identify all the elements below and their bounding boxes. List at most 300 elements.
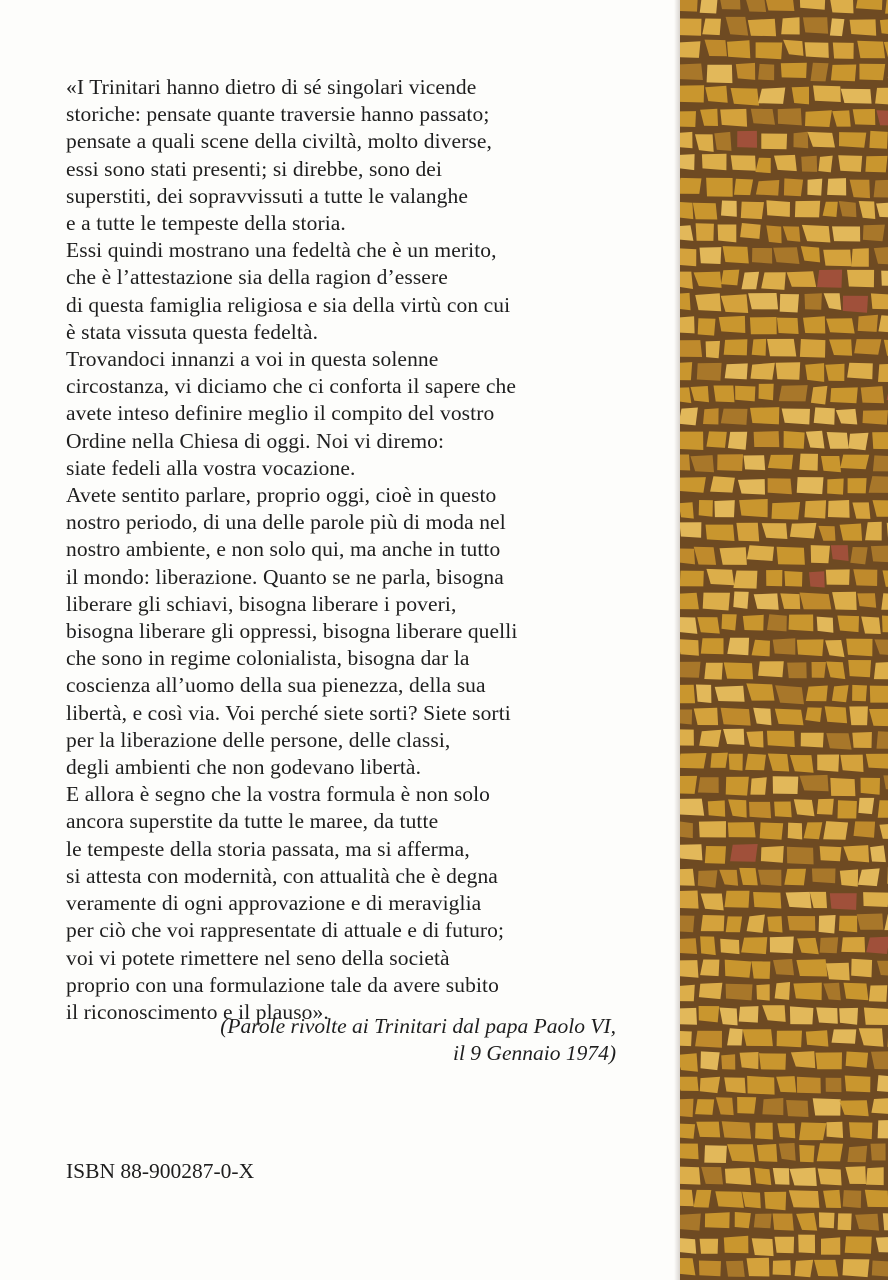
mosaic-tile [720,547,747,565]
mosaic-tile [817,799,834,815]
mosaic-tile [767,731,795,747]
mosaic-tile [739,499,768,517]
quote-line: coscienza all’uomo della sua pienezza, della sua [66,673,486,698]
mosaic-tile [762,523,788,539]
mosaic-tile [704,663,723,680]
mosaic-tile [830,893,857,910]
mosaic-tile [833,43,854,59]
mosaic-tile [680,455,690,471]
mosaic-tile [869,985,887,1002]
mosaic-tile [821,456,841,472]
mosaic-tile [680,1124,695,1139]
mosaic-tile [691,386,710,402]
mosaic-tile [706,341,720,358]
mosaic-tile [874,247,888,265]
mosaic-tile [720,1008,738,1026]
mosaic-tile [680,202,693,219]
mosaic-tile [870,845,886,862]
mosaic-tile [795,201,820,218]
mosaic-tile [773,1260,791,1275]
quote-line: per la liberazione delle persone, delle classi, [66,727,451,752]
mosaic-tile [837,616,859,633]
mosaic-tile [746,683,774,700]
mosaic-tile [752,248,772,264]
mosaic-tile [680,477,706,493]
mosaic-tile [790,1006,814,1024]
mosaic-tile [727,40,750,58]
quote-line: «I Trinitari hanno dietro di sé singolari vicende [66,75,477,99]
mosaic-tile [883,570,888,588]
mosaic-tile [721,270,739,286]
mosaic-tile [866,754,888,769]
mosaic-tile [753,892,781,909]
mosaic-tile [797,477,824,494]
mosaic-tile [871,293,888,309]
mosaic-tile [789,1190,820,1208]
mosaic-tile [747,915,765,933]
attribution-line-2: il 9 Gennaio 1974) [452,1041,616,1066]
mosaic-tile [700,1077,720,1093]
mosaic-tile [762,1005,786,1022]
mosaic-tile [800,339,826,358]
mosaic-tile [740,223,761,239]
mosaic-tile [775,982,791,1000]
mosaic-tile [680,154,695,170]
mosaic-tile [722,1121,751,1138]
mosaic-tile [714,132,731,151]
mosaic-tile [680,316,695,333]
mosaic-tile [839,1100,868,1116]
mosaic-tile [857,41,885,58]
mosaic-tile [705,40,728,57]
mosaic-tile [857,914,884,930]
mosaic-tile [865,156,887,173]
mosaic-tile [801,733,824,748]
quote-line: è stata vissuta questa fedeltà. [66,319,319,344]
mosaic-tile [781,63,807,78]
mosaic-tile [843,296,868,313]
mosaic-tile [737,1097,756,1114]
mosaic-tile [680,891,699,909]
mosaic-tile [706,178,733,197]
mosaic-tile [768,478,792,494]
quote-line: E allora è segno che la vostra formula è non solo [66,782,491,807]
mosaic-tile [823,250,851,267]
mosaic-tile [775,709,804,726]
mosaic-tile [743,615,764,631]
mosaic-tile [825,640,844,657]
mosaic-tile [699,500,713,517]
mosaic-tile [823,983,841,1001]
mosaic-tile [727,1028,743,1045]
mosaic-tile [799,1122,826,1140]
mosaic-tile [739,1006,759,1023]
mosaic-tile [840,869,858,886]
mosaic-tile [807,179,822,196]
mosaic-tile [726,984,753,1001]
mosaic-tile [755,1123,773,1140]
mosaic-tile [809,571,825,587]
mosaic-tile [827,178,846,195]
mosaic-tile [880,19,888,35]
mosaic-tile [818,1168,842,1185]
mosaic-tile [680,132,693,148]
mosaic-tile [783,40,803,56]
mosaic-tile [852,502,870,519]
mosaic-tiles [680,0,888,1280]
mosaic-tile [823,202,838,217]
mosaic-tile [680,985,695,1001]
mosaic-tile [784,178,803,196]
mosaic-tile [861,386,884,403]
mosaic-tile [802,225,831,243]
mosaic-tile [738,479,765,495]
mosaic-tile [797,938,819,954]
mosaic-tile [876,1237,888,1253]
mosaic-tile [680,1008,697,1025]
quote-line: il mondo: liberazione. Quanto se ne parla, bisogna [66,564,504,589]
mosaic-tile [748,19,776,37]
quote-line: superstiti, dei sopravvissuti a tutte le valanghe [66,183,468,208]
mosaic-tile [680,753,707,769]
mosaic-tile [743,1029,773,1046]
mosaic-tile [680,111,696,127]
mosaic-tile [832,110,851,126]
mosaic-tile [811,386,828,405]
mosaic-tile [773,1168,790,1185]
mosaic-tile [699,821,726,837]
mosaic-tile [793,983,821,1001]
mosaic-tile [795,1260,814,1278]
mosaic-tile [680,662,701,678]
mosaic-tile [820,937,839,953]
mosaic-tile [773,638,796,654]
mosaic-tile [715,686,745,702]
mosaic-tile [846,1052,869,1068]
mosaic-tile [736,523,759,542]
mosaic-tile [725,891,750,908]
mosaic-tile [706,569,734,585]
mosaic-tile [723,246,749,263]
mosaic-tile [714,386,735,403]
mosaic-tile [680,178,702,194]
mosaic-tile [854,821,876,837]
mosaic-tile [780,294,799,313]
mosaic-tile [727,638,749,656]
mosaic-tile [775,1237,795,1254]
mosaic-tile [839,1008,858,1025]
mosaic-tile [680,432,703,450]
mosaic-tile [680,340,702,357]
mosaic-tile [814,407,835,424]
mosaic-tile [841,89,872,104]
mosaic-tile [797,639,824,656]
mosaic-tile [810,892,827,908]
mosaic-tile [680,548,695,564]
mosaic-tile [680,85,704,102]
mosaic-tile [859,201,876,219]
mosaic-tile [741,937,767,954]
mosaic-tile [772,502,801,520]
mosaic-tile [767,614,787,631]
mosaic-tile [695,134,714,152]
mosaic-tile [843,1259,870,1277]
mosaic-tile [700,0,718,14]
quote-line: nostro periodo, di una delle parole più di moda nel [66,510,506,535]
mosaic-tile [884,914,888,930]
mosaic-tile [849,1122,872,1139]
mosaic-tile [721,201,737,217]
quote-line: nostro ambiente, e non solo qui, ma anche in tutto [66,537,501,562]
mosaic-tile [704,1145,727,1163]
mosaic-tile [773,247,799,264]
mosaic-tile [871,1098,888,1115]
mosaic-tile [680,522,701,537]
mosaic-tile [866,937,888,954]
mosaic-tile [854,339,881,355]
mosaic-tile [680,1214,701,1231]
mosaic-tile [856,0,883,10]
mosaic-tile [765,0,795,11]
mosaic-tile [723,729,744,745]
mosaic-tile [680,1031,692,1046]
quote-line: siate fedeli alla vostra vocazione. [66,455,356,480]
mosaic-tile [787,662,807,678]
mosaic-tile [863,410,888,425]
mosaic-tile [758,661,784,677]
mosaic-tile [735,386,755,402]
mosaic-tile [869,131,887,149]
mosaic-tile [753,708,771,725]
mosaic-tile [700,109,718,126]
mosaic-tile [878,800,888,818]
mosaic-tile [820,846,842,861]
mosaic-tile [726,1261,745,1277]
mosaic-tile [726,17,749,36]
mosaic-tile [719,0,740,10]
mosaic-tile [719,316,746,333]
mosaic-tile [752,1238,774,1256]
mosaic-tile [811,63,829,82]
mosaic-tile [823,1190,841,1208]
mosaic-tile [826,963,850,981]
quote-line: di questa famiglia religiosa e sia della virtù con cui [66,292,511,317]
mosaic-tile [831,65,856,82]
mosaic-tile [721,409,748,425]
mosaic-tile [745,754,766,771]
mosaic-tile [832,592,857,610]
mosaic-tile [821,1237,840,1254]
mosaic-tile [726,777,749,796]
mosaic-tile [841,937,865,952]
mosaic-tile [872,432,888,449]
mosaic-tile [708,800,725,816]
mosaic-tile [875,88,888,106]
mosaic-tile [857,593,876,608]
mosaic-tile [720,109,747,127]
mosaic-tile [791,1051,815,1068]
mosaic-tile [804,822,823,839]
mosaic-tile [730,844,758,862]
mosaic-tile [878,315,888,333]
mosaic-tile [731,88,760,106]
mosaic-tile [724,662,753,679]
mosaic-tile [794,799,815,816]
mosaic-tile [754,431,780,447]
mosaic-tile [877,731,888,749]
mosaic-tile [768,754,789,772]
mosaic-tile [818,156,832,173]
mosaic-tile [853,109,876,125]
mosaic-tile [816,1007,838,1023]
mosaic-tile [783,226,801,241]
mosaic-tile [680,248,696,266]
mosaic-tile [701,915,725,931]
mosaic-tile [693,203,718,220]
mosaic-tile [826,318,855,333]
mosaic-tile [826,733,851,750]
mosaic-tile [870,686,888,703]
mosaic-tile [701,638,724,654]
mosaic-tile [760,822,784,839]
mosaic-tile [787,916,815,931]
mosaic-tile [850,180,870,199]
mosaic-tile [845,1236,872,1253]
mosaic-tile [680,776,697,794]
mosaic-tile [866,1167,884,1185]
mosaic-tile [840,755,863,772]
mosaic-tile [680,362,692,380]
mosaic-tile [827,1122,844,1138]
mosaic-tile [744,455,766,470]
mosaic-border-image [680,0,888,1280]
mosaic-tile [817,270,842,288]
mosaic-tile [849,706,868,725]
mosaic-tile [759,384,774,401]
mosaic-tile [871,545,888,562]
mosaic-tile [883,1213,888,1232]
mosaic-tile [831,545,849,561]
mosaic-tile [858,315,878,332]
quote-line: che sono in regime colonialista, bisogna dar la [66,646,470,671]
quote-line: Trovandoci innanzi a voi in questa solenne [66,347,439,372]
mosaic-tile [776,362,801,379]
mosaic-tile [865,1190,888,1207]
mosaic-tile [680,938,697,954]
mosaic-tile [828,500,850,518]
mosaic-tile [747,1258,770,1277]
mosaic-tile [696,223,714,241]
mosaic-tile [861,778,881,795]
mosaic-tile [879,823,888,839]
mosaic-tile [710,753,728,768]
mosaic-tile [788,823,803,840]
mosaic-tile [680,960,699,978]
mosaic-tile [826,569,850,585]
mosaic-tile [790,755,814,773]
mosaic-tile [770,937,794,954]
mosaic-tile [855,1214,879,1231]
mosaic-tile [761,272,786,290]
mosaic-tile [750,407,779,424]
mosaic-tile [844,983,869,1001]
mosaic-tile [697,363,722,381]
mosaic-tile [680,0,698,12]
mosaic-tile [830,18,845,36]
mosaic-tile [832,226,860,241]
quote-line: avete inteso definire meglio il compito del vostro [66,401,495,426]
mosaic-tile [716,1097,734,1115]
attribution [116,1013,616,1067]
mosaic-tile [845,1166,866,1184]
mosaic-tile [786,892,812,908]
isbn-number: ISBN 88-900287-0-X [66,1159,255,1183]
mosaic-tile [775,685,804,704]
mosaic-tile [705,1212,730,1228]
mosaic-tile [871,1144,886,1161]
mosaic-tile [787,847,814,865]
mosaic-tile [728,432,747,450]
mosaic-tile [768,455,793,470]
quote-line: circostanza, vi diciamo che ci conforta il sapere che [66,374,517,399]
mosaic-tile [784,431,805,449]
mosaic-tile [722,614,737,630]
mosaic-tile [877,1075,888,1092]
mosaic-tile [805,110,832,127]
mosaic-tile [794,132,809,148]
mosaic-tile [680,19,702,36]
mosaic-tile [761,134,787,150]
mosaic-tile [773,776,799,794]
mosaic-tile [786,1100,808,1117]
quote-line: degli ambienti che non godevano libertà. [66,755,422,780]
quote-line: Ordine nella Chiesa di oggi. Noi vi diremo: [66,428,445,453]
mosaic-tile [680,869,695,886]
mosaic-tile [680,1258,695,1276]
mosaic-tile [779,1143,796,1161]
mosaic-tile [766,570,782,586]
mosaic-tile [773,959,794,975]
mosaic-tile [680,1167,701,1185]
quote-line: voi vi potete rimettere nel seno della società [66,945,450,970]
mosaic-tile [801,246,820,262]
mosaic-tile [774,155,797,171]
mosaic-tile [750,777,766,795]
mosaic-tile [827,479,844,495]
mosaic-tile [680,710,692,725]
mosaic-tile [790,1168,817,1186]
quote-line: liberare gli schiavi, bisogna liberare i poveri, [66,591,457,616]
mosaic-tile [694,1190,712,1208]
mosaic-tile [782,409,810,425]
mosaic-tile [754,1168,771,1185]
mosaic-tile [700,960,719,977]
quote-line: bisogna liberare gli oppressi, bisogna liberare quelli [66,619,518,644]
mosaic-tile [799,1145,814,1162]
mosaic-tile [695,1099,714,1115]
mosaic-tile [818,526,835,541]
mosaic-tile [871,1051,888,1069]
mosaic-tile [836,409,858,425]
mosaic-tile [721,294,749,313]
mosaic-tile [680,41,701,58]
mosaic-tile [694,708,718,725]
mosaic-tile [869,476,888,493]
mosaic-tile [680,1053,698,1072]
mosaic-tile [729,754,743,771]
mosaic-tile [759,1053,786,1070]
mosaic-tile [680,225,693,241]
